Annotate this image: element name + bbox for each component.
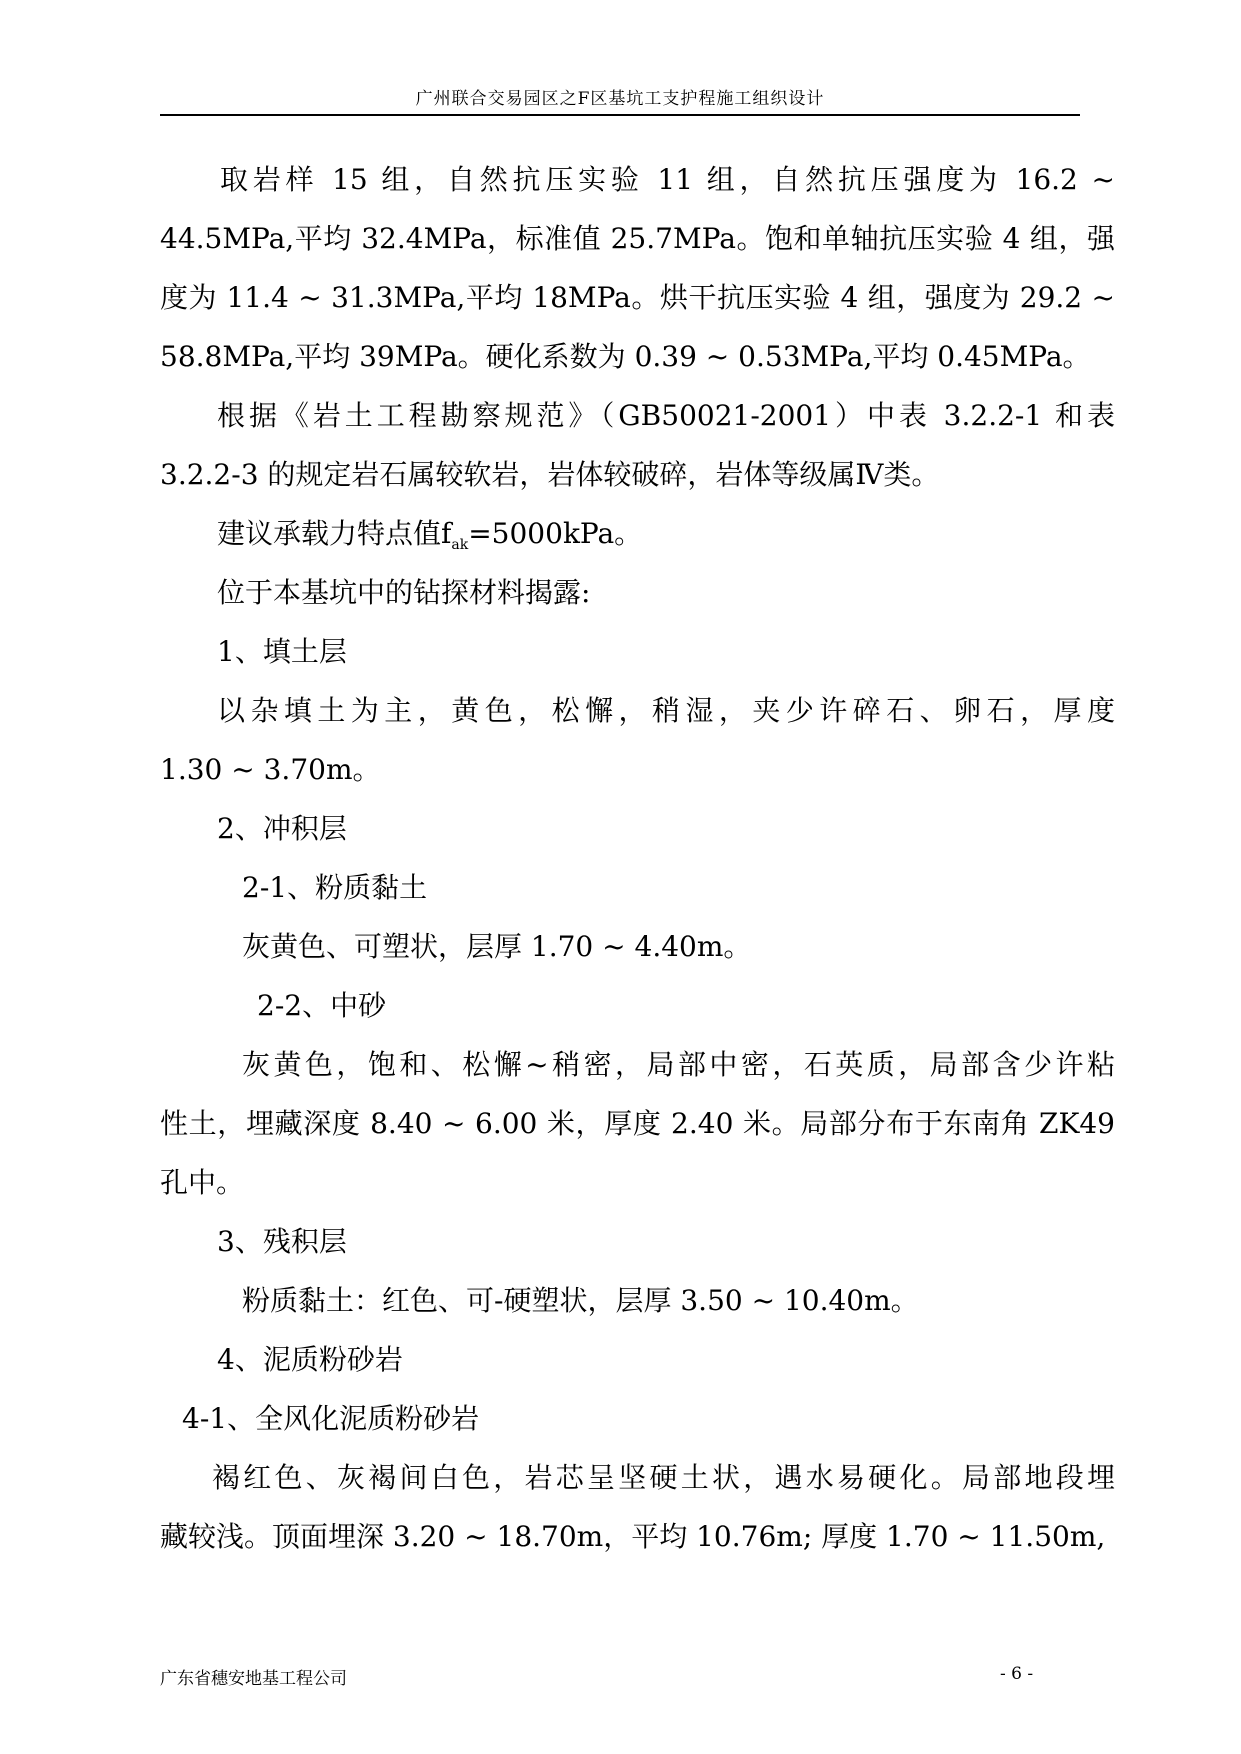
paragraph-line: 58.8MPa,平均 39MPa。硬化系数为 0.39 ~ 0.53MPa,平均 0.45MPa。 bbox=[160, 340, 1091, 373]
document-body bbox=[160, 150, 1115, 1566]
paragraph-line: 以杂填土为主，黄色，松懈，稍湿，夹少许碎石、卵石，厚度 bbox=[217, 694, 1115, 727]
footer-company: 广东省穗安地基工程公司 bbox=[160, 1669, 347, 1689]
subsection-heading: 2-2、中砂 bbox=[257, 989, 387, 1022]
section-heading: 2、冲积层 bbox=[217, 812, 347, 845]
footer-page-number: - 6 - bbox=[1000, 1664, 1034, 1684]
paragraph-line: 灰黄色、可塑状，层厚 1.70 ~ 4.40m。 bbox=[242, 930, 752, 963]
section-heading: 3、残积层 bbox=[217, 1225, 347, 1258]
paragraph-line: 褐红色、灰褐间白色，岩芯呈坚硬土状，遇水易硬化。局部地段埋 bbox=[212, 1461, 1115, 1494]
paragraph-line: 取岩样 15 组，自然抗压实验 11 组，自然抗压强度为 16.2 ~ bbox=[220, 163, 1115, 196]
paragraph-line: 位于本基坑中的钻探材料揭露: bbox=[217, 576, 591, 609]
paragraph-line: 3.2.2-3 的规定岩石属较软岩，岩体较破碎，岩体等级属Ⅳ类。 bbox=[160, 458, 940, 491]
subsection-heading: 4-1、全风化泥质粉砂岩 bbox=[182, 1402, 480, 1435]
paragraph-line: 度为 11.4 ~ 31.3MPa,平均 18MPa。烘干抗压实验 4 组，强度为 29.2 ~ bbox=[160, 281, 1115, 314]
bearing-capacity-line bbox=[160, 504, 1115, 563]
paragraph-line: 孔中。 bbox=[160, 1166, 245, 1199]
bearing-capacity-subscript: ak bbox=[451, 537, 469, 553]
subsection-heading: 2-1、粉质黏土 bbox=[242, 871, 428, 904]
paragraph-line: 灰黄色，饱和、松懈~稍密，局部中密，石英质，局部含少许粘 bbox=[242, 1048, 1115, 1081]
paragraph-line: 藏较浅。顶面埋深 3.20 ~ 18.70m，平均 10.76m; 厚度 1.70 ~ 11.50m, bbox=[160, 1520, 1106, 1553]
paragraph-line: 性土，埋藏深度 8.40 ~ 6.00 米，厚度 2.40 米。局部分布于东南角 ZK49 bbox=[160, 1107, 1115, 1140]
header-rule bbox=[160, 114, 1080, 116]
section-heading: 1、填土层 bbox=[217, 635, 347, 668]
paragraph-line: 1.30 ~ 3.70m。 bbox=[160, 753, 381, 786]
bearing-capacity-text: 建议承载力特点值f bbox=[217, 517, 452, 550]
paragraph-line: 44.5MPa,平均 32.4MPa，标准值 25.7MPa。饱和单轴抗压实验 4 组，强 bbox=[160, 222, 1115, 255]
paragraph-line: 根据《岩土工程勘察规范》（GB50021-2001）中表 3.2.2-1 和表 bbox=[217, 399, 1115, 432]
bearing-capacity-value: =5000kPa。 bbox=[468, 517, 643, 550]
page-header: 广州联合交易园区之F区基坑工支护程施工组织设计 bbox=[415, 89, 825, 109]
section-heading: 4、泥质粉砂岩 bbox=[217, 1343, 403, 1376]
paragraph-line: 粉质黏土：红色、可-硬塑状，层厚 3.50 ~ 10.40m。 bbox=[242, 1284, 919, 1317]
